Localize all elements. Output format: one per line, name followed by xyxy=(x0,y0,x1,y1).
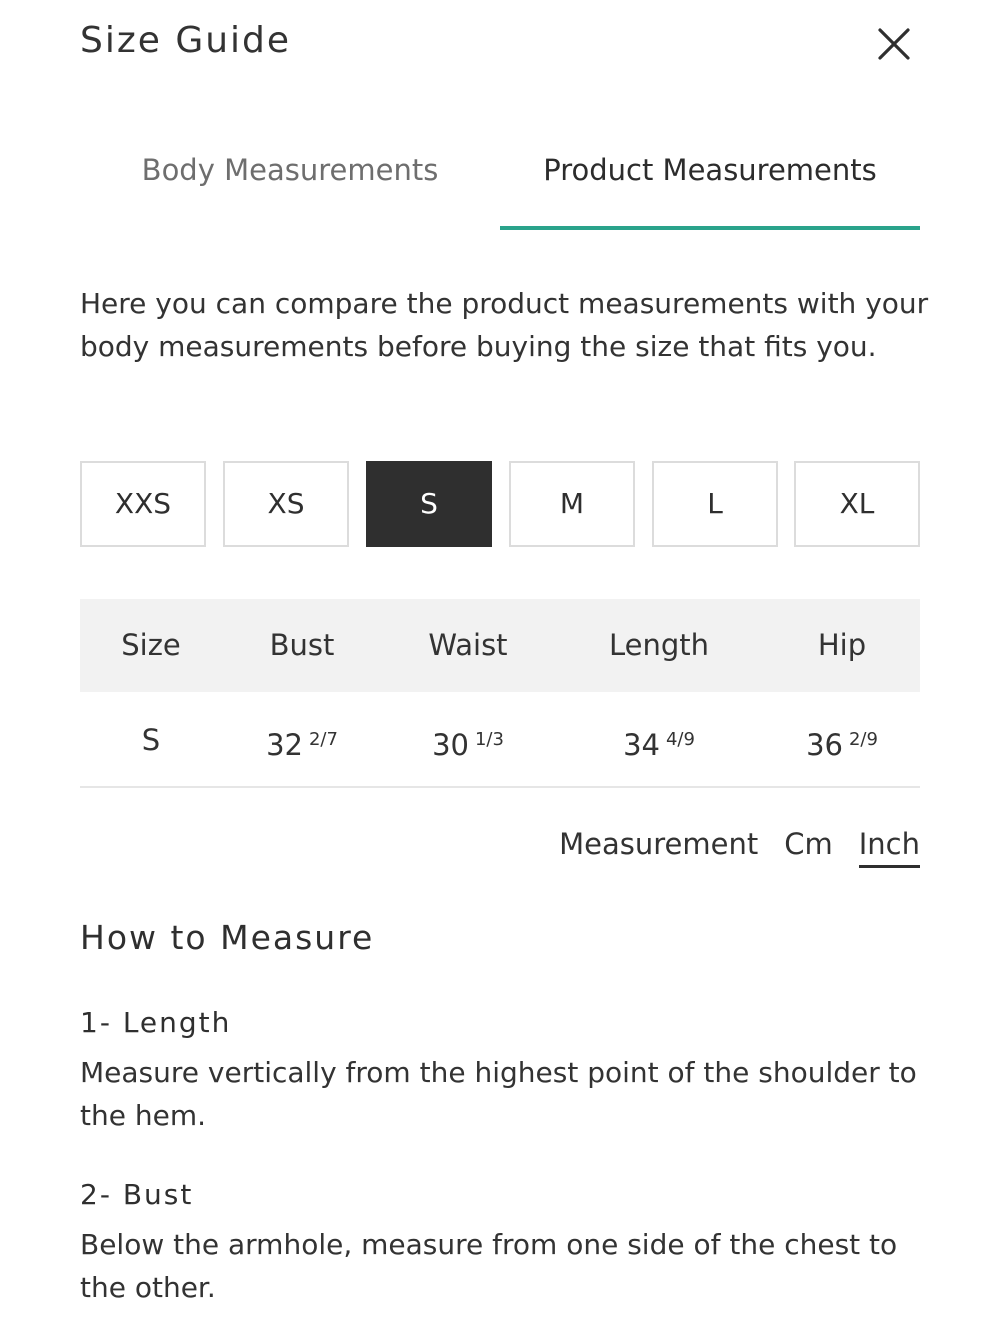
close-button[interactable] xyxy=(872,22,916,66)
table-header-row xyxy=(80,599,920,692)
step-description: Measure vertically from the highest point of the shoulder to the hem. xyxy=(80,1056,917,1132)
cell-length xyxy=(554,692,764,793)
intro-text: Here you can compare the product measurements with your body measurements before buying the size that fits you. xyxy=(80,287,929,363)
unit-cm-option[interactable]: Cm xyxy=(784,827,833,861)
unit-label: Measurement xyxy=(559,827,759,861)
measurement-table xyxy=(80,599,920,788)
cell-waist xyxy=(382,692,554,793)
measurement-tabs xyxy=(80,140,920,230)
size-button-xs[interactable]: XS xyxy=(223,461,349,547)
header-bust: Bust xyxy=(269,628,335,662)
size-button-xl[interactable]: XL xyxy=(794,461,920,547)
header-waist: Waist xyxy=(428,628,508,662)
step-title: 2- Bust xyxy=(80,1178,194,1211)
cell-size: S xyxy=(141,723,161,757)
header-length: Length xyxy=(608,628,710,662)
bust-whole: 32 xyxy=(266,728,303,762)
tab-product-measurements[interactable]: Product Measurements xyxy=(500,140,920,230)
size-button-xxs[interactable]: XXS xyxy=(80,461,206,547)
close-icon xyxy=(872,22,916,66)
cell-hip xyxy=(764,692,920,793)
tab-body-measurements[interactable]: Body Measurements xyxy=(141,153,439,187)
size-button-m[interactable]: M xyxy=(509,461,635,547)
length-whole: 34 xyxy=(623,728,660,762)
size-button-s[interactable]: S xyxy=(366,461,492,547)
step-title: 1- Length xyxy=(80,1006,232,1039)
how-to-measure-heading: How to Measure xyxy=(80,918,375,957)
table-row xyxy=(80,692,920,788)
header-hip: Hip xyxy=(817,628,867,662)
header-size: Size xyxy=(121,628,181,662)
page-title: Size Guide xyxy=(80,20,292,61)
cell-bust xyxy=(222,692,382,793)
size-selector xyxy=(80,461,920,547)
hip-whole: 36 xyxy=(806,728,843,762)
waist-fraction: 1/3 xyxy=(474,729,504,750)
waist-whole: 30 xyxy=(432,728,469,762)
hip-fraction: 2/9 xyxy=(848,729,878,750)
unit-toggle xyxy=(559,824,920,868)
bust-fraction: 2/7 xyxy=(308,729,338,750)
step-description: Below the armhole, measure from one side of the chest to the other. xyxy=(80,1228,898,1304)
size-button-l[interactable]: L xyxy=(652,461,778,547)
length-fraction: 4/9 xyxy=(665,729,695,750)
measure-step-bust xyxy=(80,1178,930,1309)
measure-step-length xyxy=(80,1006,930,1137)
unit-inch-option[interactable]: Inch xyxy=(859,824,920,868)
